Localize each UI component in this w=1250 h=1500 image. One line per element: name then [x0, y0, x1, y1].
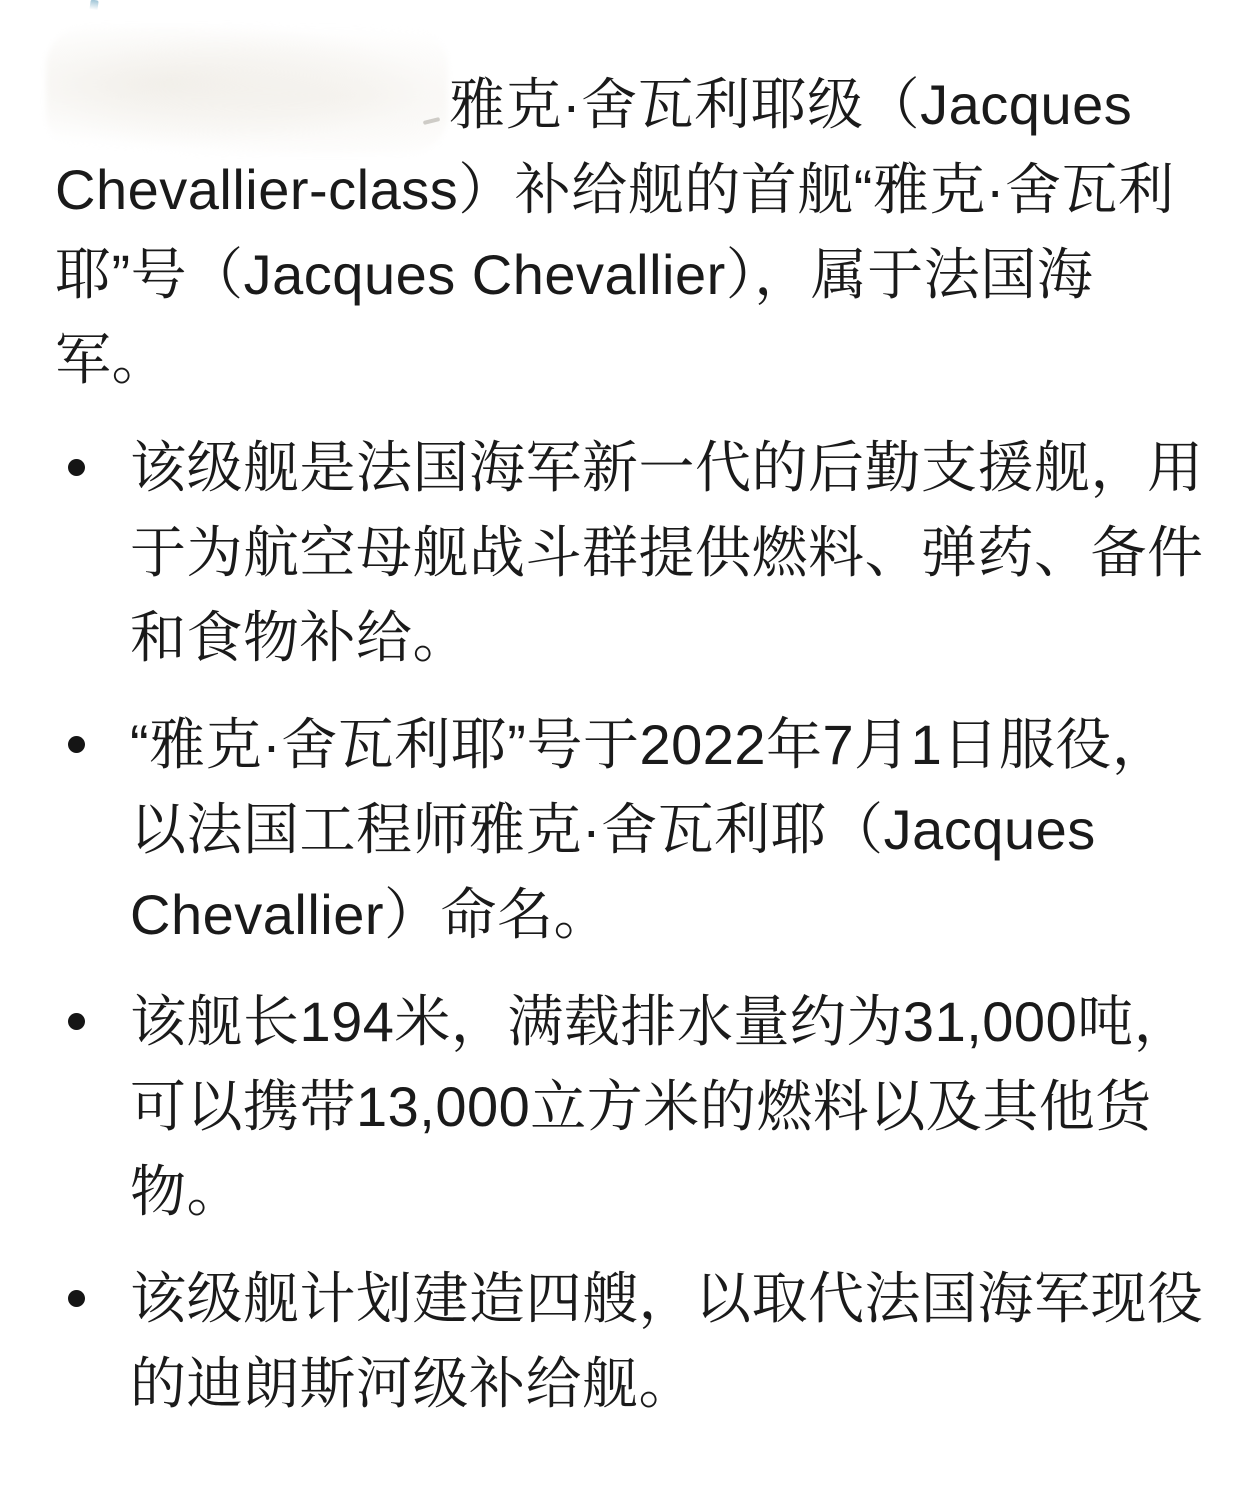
artifact-blue-mark — [89, 0, 98, 12]
list-item-line: 于为航空母舰战斗群提供燃料、弹药、备件 — [130, 521, 1204, 584]
list-item-text — [130, 979, 1205, 1234]
list-item-line: 该级舰计划建造四艘，以取代法国海军现役 — [130, 1267, 1204, 1330]
intro-paragraph — [55, 62, 1205, 402]
paragraph-line: 雅克·舍瓦利耶级（Jacques — [449, 73, 1133, 136]
list-item-line: 可以携带13,000立方米的燃料以及其他货 — [130, 1075, 1152, 1138]
list-item — [55, 702, 1205, 957]
list-item-line: 的迪朗斯河级补给舰。 — [130, 1352, 695, 1415]
list-item — [55, 1256, 1205, 1426]
bullet-marker-icon — [68, 1290, 85, 1307]
list-item-line: 物。 — [130, 1160, 243, 1223]
list-item-text — [130, 425, 1205, 680]
list-item-line: 该级舰是法国海军新一代的后勤支援舰，用 — [130, 436, 1204, 499]
list-item — [55, 425, 1205, 680]
list-item-line: Chevallier）命名。 — [130, 883, 610, 946]
document-content — [55, 62, 1205, 1448]
bullet-marker-icon — [68, 459, 85, 476]
list-item-line: “雅克·舍瓦利耶”号于2022年7月1日服役， — [130, 713, 1169, 776]
list-item-line: 以法国工程师雅克·舍瓦利耶（Jacques — [130, 798, 1096, 861]
list-item-text — [130, 702, 1205, 957]
list-item — [55, 979, 1205, 1234]
bullet-list — [55, 425, 1205, 1426]
list-item-text — [130, 1256, 1205, 1426]
bullet-marker-icon — [68, 736, 85, 753]
list-item-line: 该舰长194米，满载排水量约为31,000吨， — [130, 990, 1191, 1053]
list-item-line: 和食物补给。 — [130, 606, 469, 669]
bullet-marker-icon — [68, 1013, 85, 1030]
paragraph-line: 耶”号（Jacques Chevallier），属于法国海 — [55, 243, 1094, 306]
paragraph-line: Chevallier-class）补给舰的首舰“雅克·舍瓦利 — [55, 158, 1175, 221]
paragraph-line: 军。 — [55, 328, 168, 391]
